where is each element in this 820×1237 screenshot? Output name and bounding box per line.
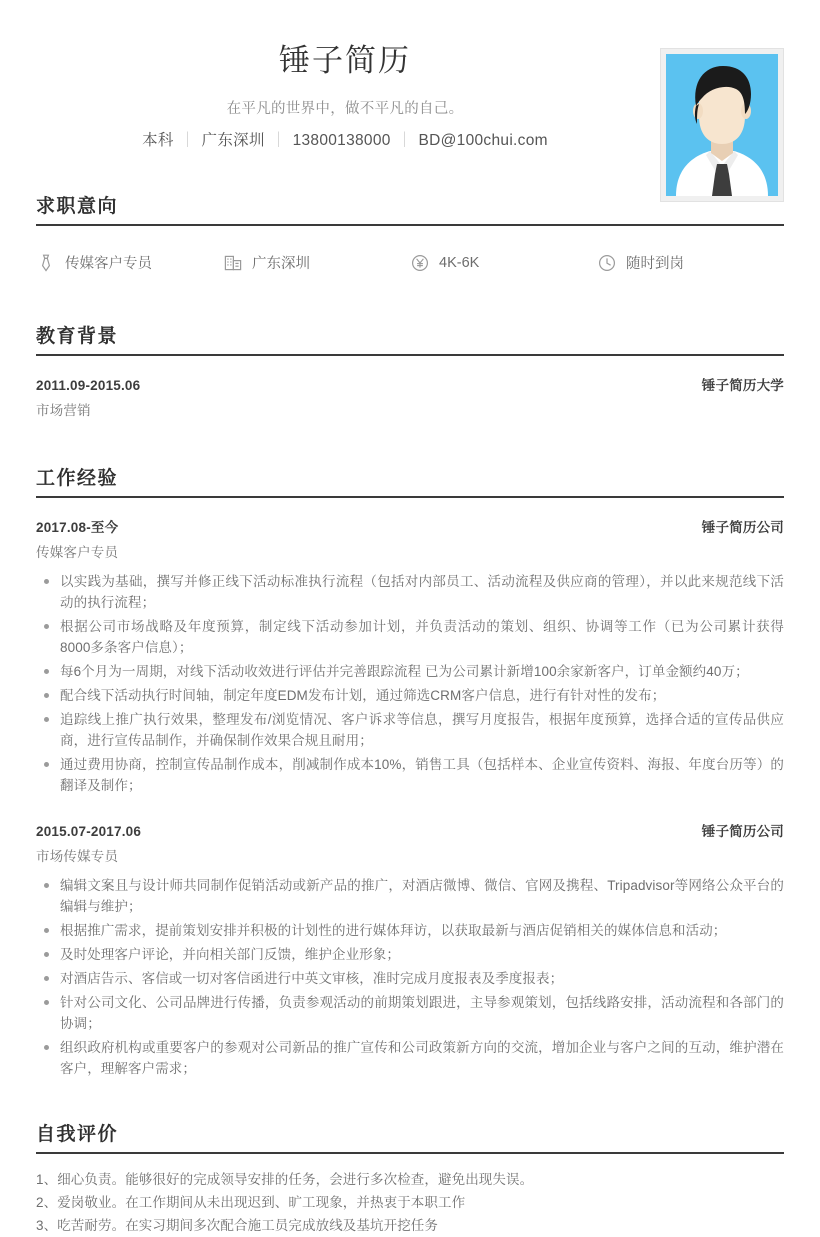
- list-item: 组织政府机构或重要客户的参观对公司新品的推广宣传和公司政策新方向的交流，增加企业与客户之间的互动，维护潜在客户，理解客户需求；: [36, 1037, 784, 1079]
- education-date: 2011.09-2015.06: [36, 378, 141, 393]
- education-entry-row: [36, 374, 784, 394]
- list-item: 配合线下活动执行时间轴，制定年度EDM发布计划，通过筛选CRM客户信息，进行有针对性的发布；: [36, 685, 784, 706]
- job-intention-grid: [36, 240, 784, 277]
- contact-separator: ｜: [270, 132, 287, 150]
- header-contact-line: [36, 130, 654, 152]
- list-item: 编辑文案且与设计师共同制作促销活动或新产品的推广，对酒店微博、微信、官网及携程、Tripadvisor等网络公众平台的编辑与维护；: [36, 875, 784, 917]
- contact-phone: 13800138000: [292, 132, 391, 150]
- list-item: 以实践为基础，撰写并修正线下活动标准执行流程（包括对内部员工、活动流程及供应商的管理），并以此来规范线下活动的执行流程；: [36, 571, 784, 613]
- contact-location: 广东深圳: [201, 132, 265, 150]
- yen-icon: [410, 253, 430, 273]
- section-work-experience: [36, 463, 784, 1079]
- contact-email: BD@100chui.com: [418, 132, 548, 150]
- tie-icon: [36, 253, 56, 273]
- avatar-illustration: [666, 54, 778, 196]
- avatar: [666, 54, 778, 196]
- education-major: 市场营销: [36, 403, 91, 418]
- clock-icon: [597, 253, 617, 273]
- section-self-evaluation: [36, 1119, 784, 1237]
- section-job-intention: [36, 191, 784, 277]
- building-icon: [223, 253, 243, 273]
- self-evaluation-list: [36, 1168, 784, 1237]
- section-title-education: 教育背景: [36, 326, 119, 347]
- work-date: 2017.08-至今: [36, 520, 119, 535]
- work-entry-row: [36, 516, 784, 536]
- work-company: 锤子简历公司: [701, 520, 784, 535]
- list-item: 3、吃苦耐劳。在实习期间多次配合施工员完成放线及基坑开挖任务: [36, 1218, 439, 1233]
- intent-item-position: [36, 252, 223, 273]
- section-divider: [36, 496, 784, 498]
- work-entry-row: [36, 820, 784, 840]
- work-duty-list: [36, 571, 784, 796]
- contact-degree: 本科: [142, 132, 174, 150]
- intent-label-position: 传媒客户专员: [65, 256, 152, 272]
- intent-label-salary: 4K-6K: [439, 254, 480, 271]
- work-role: 市场传媒专员: [36, 849, 119, 864]
- resume-header: [36, 0, 784, 165]
- list-item: 对酒店告示、客信或一切对客信函进行中英文审核，准时完成月度报表及季度报表；: [36, 968, 784, 989]
- list-item: 针对公司文化、公司品牌进行传播，负责参观活动的前期策划跟进，主导参观策划，包括线路安排，活动流程和各部门的协调；: [36, 992, 784, 1034]
- header-slogan: 在平凡的世界中，做不平凡的自己。: [226, 100, 464, 117]
- avatar-frame: [660, 48, 784, 202]
- section-divider: [36, 354, 784, 356]
- list-item: 根据公司市场战略及年度预算，制定线下活动参加计划，并负责活动的策划、组织、协调等工作（已为公司累计获得8000多条客户信息）；: [36, 616, 784, 658]
- section-divider: [36, 1152, 784, 1154]
- education-school: 锤子简历大学: [701, 378, 784, 393]
- list-item: 2、爱岗敬业。在工作期间从未出现迟到、旷工现象，并热衷于本职工作: [36, 1195, 466, 1210]
- work-date: 2015.07-2017.06: [36, 824, 142, 839]
- intent-label-location: 广东深圳: [252, 256, 310, 272]
- work-entry: [36, 516, 784, 796]
- intent-label-availability: 随时到岗: [626, 256, 684, 272]
- section-divider: [36, 224, 784, 226]
- intent-item-availability: [597, 252, 784, 273]
- section-education: [36, 321, 784, 419]
- list-item: 根据推广需求，提前策划安排并积极的计划性的进行媒体拜访，以获取最新与酒店促销相关的媒体信息和活动；: [36, 920, 784, 941]
- list-item: 1、细心负责。能够很好的完成领导安排的任务，会进行多次检查，避免出现失误。: [36, 1172, 534, 1187]
- section-title-self-evaluation: 自我评价: [36, 1124, 119, 1145]
- list-item: 追踪线上推广执行效果，整理发布/浏览情况、客户诉求等信息，撰写月度报告，根据年度预算，选择合适的宣传品供应商，进行宣传品制作，并确保制作效果合规且耐用；: [36, 709, 784, 751]
- work-role: 传媒客户专员: [36, 545, 119, 560]
- contact-separator: ｜: [179, 132, 196, 150]
- work-duty-list: [36, 875, 784, 1079]
- education-entry: [36, 374, 784, 419]
- page-title: 锤子简历: [279, 43, 411, 78]
- intent-item-location: [223, 252, 410, 273]
- intent-item-salary: [410, 253, 597, 273]
- work-entry: [36, 820, 784, 1079]
- list-item: 及时处理客户评论，并向相关部门反馈，维护企业形象；: [36, 944, 784, 965]
- section-title-work-experience: 工作经验: [36, 468, 119, 489]
- list-item: 每6个月为一周期，对线下活动收效进行评估并完善跟踪流程 已为公司累计新增100余家新客户，订单金额约40万；: [36, 661, 784, 682]
- list-item: 通过费用协商，控制宣传品制作成本，削减制作成本10%，销售工具（包括样本、企业宣传资料、海报、年度台历等）的翻译及制作；: [36, 754, 784, 796]
- work-company: 锤子简历公司: [701, 824, 784, 839]
- contact-separator: ｜: [396, 132, 413, 150]
- section-title-job-intention: 求职意向: [36, 196, 119, 217]
